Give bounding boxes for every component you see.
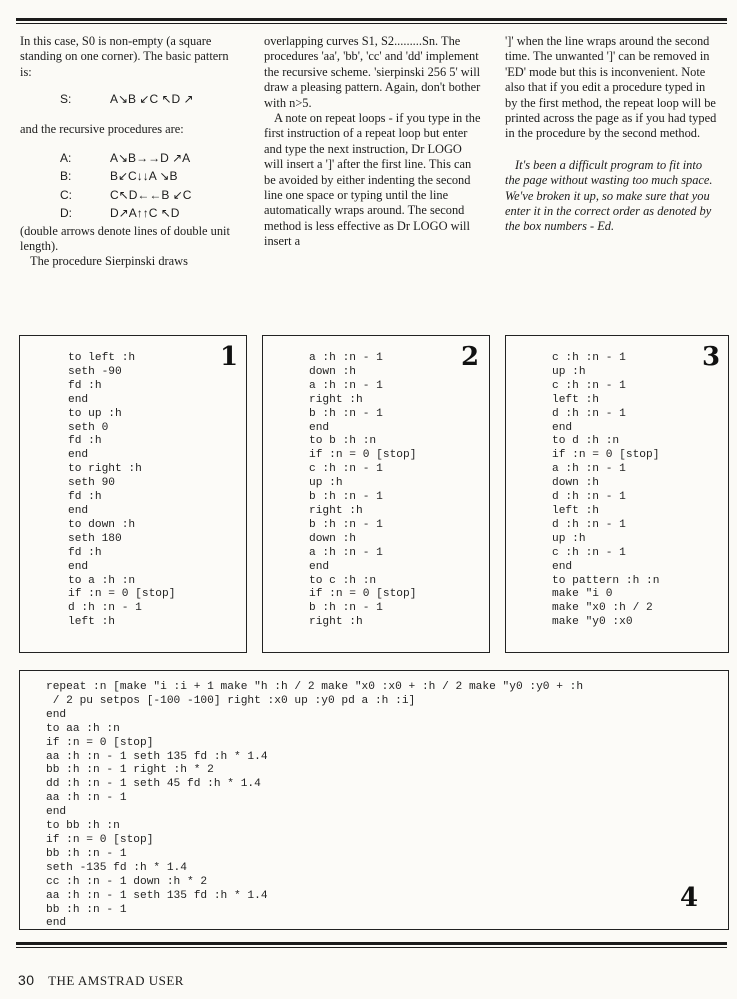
- basic-pattern: [60, 92, 242, 107]
- text-column-left: [20, 34, 242, 270]
- procedure-value: A↘B→→D ↗A: [110, 151, 191, 166]
- box-number: 4: [680, 883, 699, 913]
- middle-paragraph-1: overlapping curves S1, S2.........Sn. The procedures 'aa', 'bb', 'cc' and 'dd' implement the recursive scheme. 'sierpinski 256 5' will draw a pleasing pattern. Again, don't bother with n>5.: [264, 34, 481, 110]
- footer-rule-thick: [16, 942, 727, 945]
- middle-paragraph-2: A note on repeat loops - if you type in the first instruction of a repeat loop but enter and type the next instruction, Dr LOGO will insert a ']' after the first line. This can be avoided by either indenting the second line one space or typing until the line automatically wraps around. The second method is less effective as Dr LOGO will insert a: [264, 111, 481, 249]
- procedure-label: A:: [60, 151, 72, 166]
- text-column-right: [505, 34, 719, 235]
- pattern-value: A↘B ↙C ↖D ↗: [110, 92, 194, 107]
- procedure-label: B:: [60, 169, 72, 184]
- editor-note: It's been a difficult program to fit into the page without wasting too much space. We've broken it up, so make sure that you enter it in the correct order as denoted by the box numbers - Ed.: [505, 157, 713, 234]
- arrow-note: (double arrows denote lines of double unit length).: [20, 223, 230, 254]
- recursive-intro: and the recursive procedures are:: [20, 121, 184, 136]
- pattern-label: S:: [60, 92, 72, 107]
- code-box-2: [262, 335, 490, 653]
- procedure-label: D:: [60, 206, 72, 221]
- text-column-middle: [264, 34, 482, 250]
- code-listing: a :h :n - 1 down :h a :h :n - 1 right :h b :h :n - 1 end to b :h :n if :n = 0 [stop] c :h :n - 1 up :h b :h :n - 1 right :h b :h :n - 1 down :h a :h :n - 1 end to c :h :n if :n = 0 [stop] b :h :n - 1 right :h: [309, 352, 417, 629]
- box-number: 1: [220, 342, 239, 372]
- code-listing: to left :h seth -90 fd :h end to up :h seth 0 fd :h end to right :h seth 90 fd :h end to down :h seth 180 fd :h end to a :h :n if :n = 0 [stop] d :h :n - 1 left :h: [68, 352, 176, 629]
- right-paragraph-1: ']' when the line wraps around the second time. The unwanted ']' can be removed in 'ED' mode but this is inconvenient. Note also that if you edit a procedure typed in by the first method, the repeat loop will be printed across the page as if you had typed in the procedure by the second method.: [505, 34, 717, 141]
- code-listing: repeat :n [make "i :i + 1 make "h :h / 2 make "x0 :x0 + :h / 2 make "y0 :y0 + :h / 2 pu setpos [-100 -100] right :x0 up :y0 pd a :h :i] end to aa :h :n if :n = 0 [stop] aa :h :n - 1 seth 135 fd :h * 1.4 bb :h :n - 1 right :h * 2 dd :h :n - 1 seth 45 fd :h * 1.4 aa :h :n - 1 end to bb :h :n if :n = 0 [stop] bb :h :n - 1 seth -135 fd :h * 1.4 cc :h :n - 1 down :h * 2 aa :h :n - 1 seth 135 fd :h * 1.4 bb :h :n - 1 end: [46, 681, 584, 930]
- box-number: 3: [702, 342, 721, 372]
- procedure-value: D↗A↑↑C ↖D: [110, 206, 180, 221]
- box-number: 2: [461, 342, 480, 372]
- procedure-value: C↖D←←B ↙C: [110, 187, 192, 202]
- publication-name: THE AMSTRAD USER: [48, 973, 184, 988]
- code-listing: c :h :n - 1 up :h c :h :n - 1 left :h d :h :n - 1 end to d :h :n if :n = 0 [stop] a :h :n - 1 down :h d :h :n - 1 left :h d :h :n - 1 up :h c :h :n - 1 end to pattern :h :n make "i 0 make "x0 :h / 2 make "y0 :x0: [552, 352, 660, 629]
- procedure-list: [60, 151, 242, 222]
- code-box-3: [505, 335, 729, 653]
- header-rule-thick: [16, 18, 727, 21]
- procedure-label: C:: [60, 187, 72, 202]
- intro-paragraph: In this case, S0 is non-empty (a square standing on one corner). The basic pattern is:: [20, 34, 229, 79]
- footer-rule-thin: [16, 947, 727, 948]
- header-rule-thin: [16, 23, 727, 24]
- closing-line: The procedure Sierpinski draws: [30, 254, 188, 269]
- page-number: 30: [18, 972, 35, 988]
- code-box-1: [19, 335, 247, 653]
- procedure-value: B↙C↓↓A ↘B: [110, 169, 178, 184]
- code-box-4: [19, 670, 729, 930]
- page-footer: [18, 972, 184, 989]
